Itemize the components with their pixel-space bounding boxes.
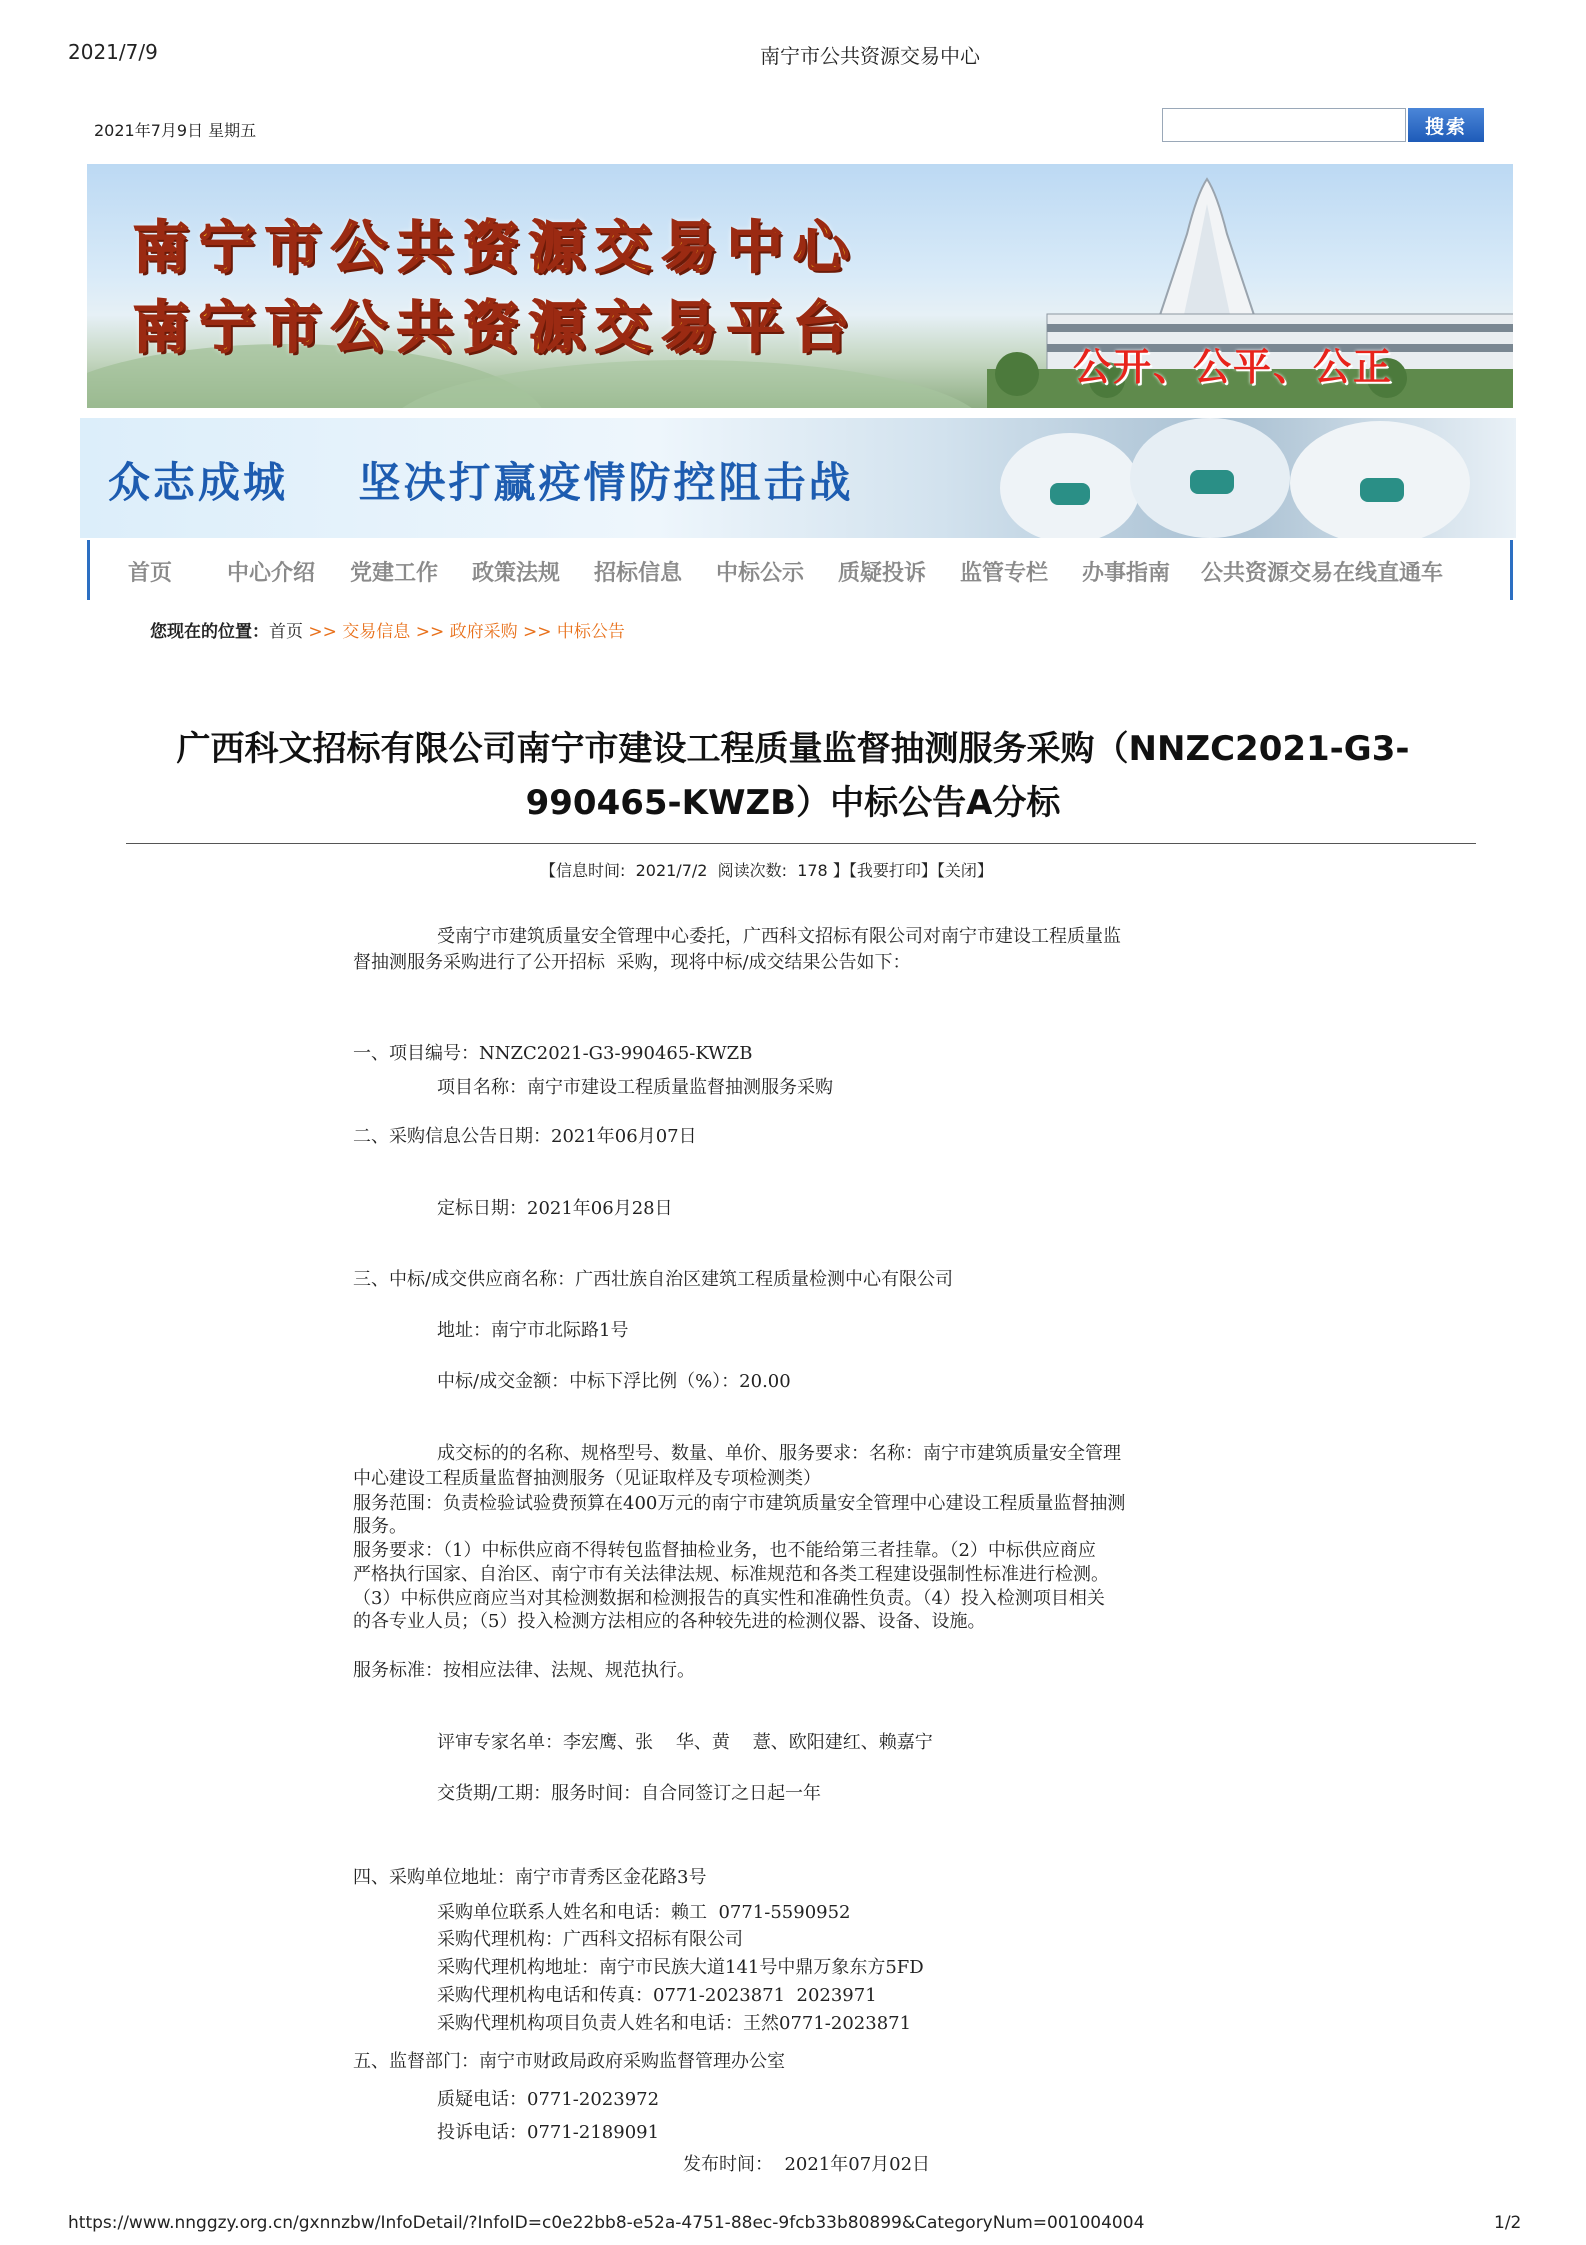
reads-label: 阅读次数: bbox=[717, 861, 788, 880]
nav-complaints[interactable]: 质疑投诉 bbox=[838, 561, 927, 586]
requirements-line5: 服务要求：（1）中标供应商不得转包监督抽检业务，也不能给第三者挂靠。（2）中标供应商应 bbox=[353, 1540, 1096, 1561]
print-link[interactable]: 】【我要打印】 bbox=[832, 861, 937, 880]
print-page-title: 南宁市公共资源交易中心 bbox=[760, 44, 980, 68]
banner-title-center: 南宁市公共资源交易中心 bbox=[133, 215, 859, 281]
buyer-address: 四、采购单位地址：南宁市青秀区金花路3号 bbox=[353, 1867, 707, 1888]
project-name: 项目名称：南宁市建设工程质量监督抽测服务采购 bbox=[437, 1077, 833, 1098]
medical-staff-illustration bbox=[980, 418, 1516, 538]
requirements-line2: 中心建设工程质量监督抽测服务（见证取样及专项检测类） bbox=[353, 1468, 821, 1489]
agency-name: 采购代理机构：广西科文招标有限公司 bbox=[437, 1929, 743, 1950]
requirements-line3: 服务范围：负责检验试验费预算在400万元的南宁市建筑质量安全管理中心建设工程质量监督抽测 bbox=[353, 1493, 1126, 1514]
requirements-line6: 严格执行国家、自治区、南宁市有关法律法规、标准规范和各类工程建设强制性标准进行检测。 bbox=[353, 1564, 1109, 1585]
requirements-line4: 服务。 bbox=[353, 1516, 407, 1537]
supplier-address: 地址：南宁市北际路1号 bbox=[437, 1320, 629, 1341]
article-meta bbox=[540, 858, 993, 881]
project-number: 一、项目编号：NNZC2021-G3-990465-KWZB bbox=[353, 1043, 753, 1064]
info-time-label: 【信息时间: bbox=[540, 861, 626, 880]
nav-award-notice[interactable]: 中标公示 bbox=[716, 561, 805, 586]
reads-count: 178 bbox=[797, 861, 828, 880]
intro-line2: 督抽测服务采购进行了公开招标 采购，现将中标/成交结果公告如下： bbox=[353, 952, 911, 973]
article-title bbox=[110, 722, 1476, 830]
breadcrumb-trade-info[interactable]: >> 交易信息 bbox=[308, 622, 411, 642]
print-page-number: 1/2 bbox=[1494, 2213, 1522, 2233]
intro-line1: 受南宁市建筑质量安全管理中心委托，广西科文招标有限公司对南宁市建设工程质量监 bbox=[437, 926, 1121, 947]
supervision-dept: 五、监督部门：南宁市财政局政府采购监督管理办公室 bbox=[353, 2051, 785, 2072]
epidemic-banner bbox=[80, 418, 1516, 538]
main-nav bbox=[87, 540, 1513, 600]
breadcrumb-home[interactable]: 首页 bbox=[269, 622, 303, 642]
notice-date: 二、采购信息公告日期：2021年06月07日 bbox=[353, 1126, 697, 1147]
query-phone: 质疑电话：0771-2023972 bbox=[437, 2089, 660, 2110]
agency-phone-fax: 采购代理机构电话和传真：0771-2023871 2023971 bbox=[437, 1985, 877, 2006]
buyer-contact: 采购单位联系人姓名和电话：赖工 0771-5590952 bbox=[437, 1902, 851, 1923]
requirements-line8: 的各专业人员；（5）投入检测方法相应的各种较先进的检测仪器、设备、设施。 bbox=[353, 1611, 986, 1632]
agency-address: 采购代理机构地址：南宁市民族大道141号中鼎万象东方5FD bbox=[437, 1957, 924, 1978]
current-date: 2021年7月9日 星期五 bbox=[94, 121, 257, 140]
decision-date: 定标日期：2021年06月28日 bbox=[437, 1198, 673, 1219]
nav-online-express[interactable]: 公共资源交易在线直通车 bbox=[1201, 561, 1444, 586]
nav-home[interactable]: 首页 bbox=[128, 561, 173, 586]
nav-party-building[interactable]: 党建工作 bbox=[350, 561, 439, 586]
print-url: https://www.nnggzy.org.cn/gxnnzbw/InfoDetail/?InfoID=c0e22bb8-e52a-4751-88ec-9fcb33b80899&CategoryNum=001004004 bbox=[68, 2213, 1145, 2233]
article-title-line2: 990465-KWZB）中标公告A分标 bbox=[525, 783, 1061, 823]
delivery-period: 交货期/工期：服务时间：自合同签订之日起一年 bbox=[437, 1783, 822, 1804]
print-date: 2021/7/9 bbox=[68, 40, 158, 64]
supplier-name: 三、中标/成交供应商名称：广西壮族自治区建筑工程质量检测中心有限公司 bbox=[353, 1269, 954, 1290]
expert-list: 评审专家名单：李宏鹰、张 华、黄 薏、欧阳建红、赖嘉宁 bbox=[437, 1732, 933, 1753]
title-divider bbox=[126, 843, 1476, 844]
nav-tender-info[interactable]: 招标信息 bbox=[594, 561, 683, 586]
nav-guide[interactable]: 办事指南 bbox=[1082, 561, 1171, 586]
publish-time: 发布时间： 2021年07月02日 bbox=[683, 2154, 931, 2175]
breadcrumb-label: 您现在的位置： bbox=[150, 622, 269, 642]
info-time: 2021/7/2 bbox=[635, 861, 708, 880]
banner-title-platform: 南宁市公共资源交易平台 bbox=[133, 295, 859, 361]
search-input[interactable] bbox=[1162, 108, 1406, 142]
agency-project-lead: 采购代理机构项目负责人姓名和电话：王然0771-2023871 bbox=[437, 2013, 912, 2034]
complaint-phone: 投诉电话：0771-2189091 bbox=[437, 2122, 660, 2143]
banner-slogan: 公开、公平、公正 bbox=[1073, 345, 1394, 389]
service-standard: 服务标准：按相应法律、法规、规范执行。 bbox=[353, 1660, 695, 1681]
epidemic-slogan: 众志成城 坚决打赢疫情防控阻击战 bbox=[108, 458, 854, 507]
breadcrumb bbox=[150, 617, 625, 642]
requirements-line1: 成交标的的名称、规格型号、数量、单价、服务要求：名称：南宁市建筑质量安全管理 bbox=[437, 1443, 1121, 1464]
header-banner bbox=[87, 164, 1513, 408]
award-amount: 中标/成交金额：中标下浮比例（%）：20.00 bbox=[437, 1371, 791, 1392]
article-title-line1: 广西科文招标有限公司南宁市建设工程质量监督抽测服务采购（NNZC2021-G3- bbox=[176, 729, 1410, 769]
breadcrumb-award-notice[interactable]: >> 中标公告 bbox=[523, 622, 625, 642]
nav-policies[interactable]: 政策法规 bbox=[472, 561, 561, 586]
close-link[interactable]: 【关闭】 bbox=[936, 861, 993, 880]
nav-supervision[interactable]: 监管专栏 bbox=[960, 561, 1049, 586]
requirements-line7: （3）中标供应商应当对其检测数据和检测报告的真实性和准确性负责。（4）投入检测项目相关 bbox=[353, 1588, 1105, 1609]
search-button[interactable]: 搜索 bbox=[1408, 108, 1484, 142]
nav-center-intro[interactable]: 中心介绍 bbox=[227, 561, 316, 586]
breadcrumb-gov-procurement[interactable]: >> 政府采购 bbox=[415, 622, 518, 642]
